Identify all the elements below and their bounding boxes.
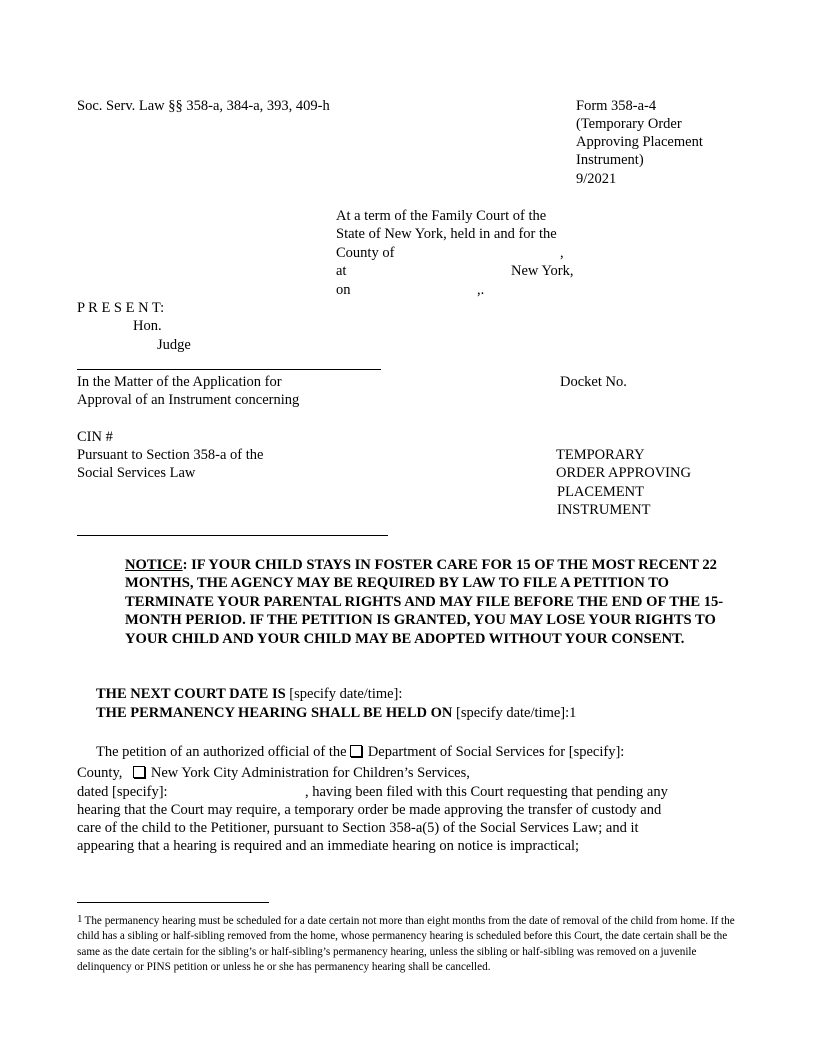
permanency-hearing-label: THE PERMANENCY HEARING SHALL BE HELD ON	[96, 705, 453, 721]
next-court-date-label: THE NEXT COURT DATE IS	[96, 686, 286, 702]
present-label: P R E S E N T:	[77, 300, 165, 316]
form-title-line: Approving Placement	[576, 134, 703, 150]
matter-line: Approval of an Instrument concerning	[77, 392, 300, 408]
docket-label: Docket No.	[560, 374, 627, 390]
notice-paragraph	[125, 556, 745, 648]
acs-checkbox[interactable]	[133, 766, 145, 778]
on-label: on	[336, 282, 351, 298]
on-punctuation: ,.	[477, 282, 485, 298]
statute-citation: Soc. Serv. Law §§ 358-a, 384-a, 393, 409-h	[77, 98, 330, 114]
doc-title-line: PLACEMENT	[557, 484, 644, 500]
petition-text: The petition of an authorized official of the	[96, 744, 347, 760]
form-title-line: (Temporary Order	[576, 116, 682, 132]
body-line: appearing that a hearing is required and an immediate hearing on notice is impractical;	[77, 838, 580, 854]
caption-bottom-rule	[77, 535, 388, 536]
next-court-date-value: [specify date/time]:	[285, 686, 403, 702]
cin-label: CIN #	[77, 429, 113, 445]
dss-label: Department of Social Services for [specify]:	[367, 744, 625, 760]
doc-title-line: ORDER APPROVING	[556, 465, 691, 481]
footnote-reference: 1	[569, 705, 577, 721]
caption-top-rule	[77, 369, 381, 370]
county-label: County of	[336, 245, 395, 261]
at-label: at	[336, 263, 347, 279]
permanency-hearing-value: [specify date/time]:	[452, 705, 570, 721]
hon-label: Hon.	[133, 318, 162, 334]
form-title-line: Instrument)	[576, 152, 644, 168]
court-term-line: State of New York, held in and for the	[336, 226, 557, 242]
permanency-hearing-line	[96, 704, 576, 722]
court-term-line: At a term of the Family Court of the	[336, 208, 547, 224]
form-number: Form 358-a-4	[576, 98, 657, 114]
notice-label: NOTICE	[125, 557, 183, 573]
notice-text: : IF YOUR CHILD STAYS IN FOSTER CARE FOR 15 OF THE MOST RECENT 22 MONTHS, THE AGENCY MAY BE REQUIRED BY LAW TO FILE A PETITION TO TERMINATE YOUR PARENTAL RIGHTS AND MAY FILE BEFORE THE END OF THE 15-MONTH PERIOD. IF THE PETITION IS GRANTED, YOU MAY LOSE YOUR RIGHTS TO YOUR CHILD AND YOUR CHILD MAY BE ADOPTED WITHOUT YOUR CONSENT.	[125, 557, 724, 647]
acs-label: New York City Administration for Children’s Services,	[150, 765, 470, 781]
next-court-date-line	[96, 685, 402, 703]
pursuant-line: Pursuant to Section 358-a of the	[77, 447, 264, 463]
body-line: , having been filed with this Court requesting that pending any	[305, 784, 668, 800]
county-comma: ,	[560, 245, 564, 261]
dated-field-label: dated [specify]:	[77, 784, 168, 800]
state-label: New York,	[511, 263, 574, 279]
footnote-separator	[77, 902, 269, 903]
dss-checkbox[interactable]	[350, 745, 362, 757]
body-line	[96, 743, 624, 762]
body-line: hearing that the Court may require, a temporary order be made approving the transfer of custody and	[77, 802, 662, 818]
body-line	[77, 764, 470, 783]
doc-title-line: INSTRUMENT	[557, 502, 651, 518]
body-line: care of the child to the Petitioner, pursuant to Section 358-a(5) of the Social Services Law; and it	[77, 820, 639, 836]
pursuant-line: Social Services Law	[77, 465, 196, 481]
doc-title-line: TEMPORARY	[556, 447, 645, 463]
footnote	[77, 912, 737, 976]
judge-label: Judge	[157, 337, 191, 353]
county-text: County,	[77, 765, 123, 781]
footnote-number: 1	[77, 913, 83, 925]
form-date: 9/2021	[576, 171, 617, 187]
matter-line: In the Matter of the Application for	[77, 374, 282, 390]
footnote-text: The permanency hearing must be scheduled for a date certain not more than eight months from the date of removal of the child from home. If the child has a sibling or half-sibling removed from the home, whose permanency hearing is scheduled before this Court, the date certain shall be the same as the date certain for the sibling’s or half-sibling’s permanency hearing, unless the sibling or half-sibling was removed on a juvenile delinquency or PINS petition or unless he or she has permanency hearing shall be cancelled.	[77, 915, 735, 974]
